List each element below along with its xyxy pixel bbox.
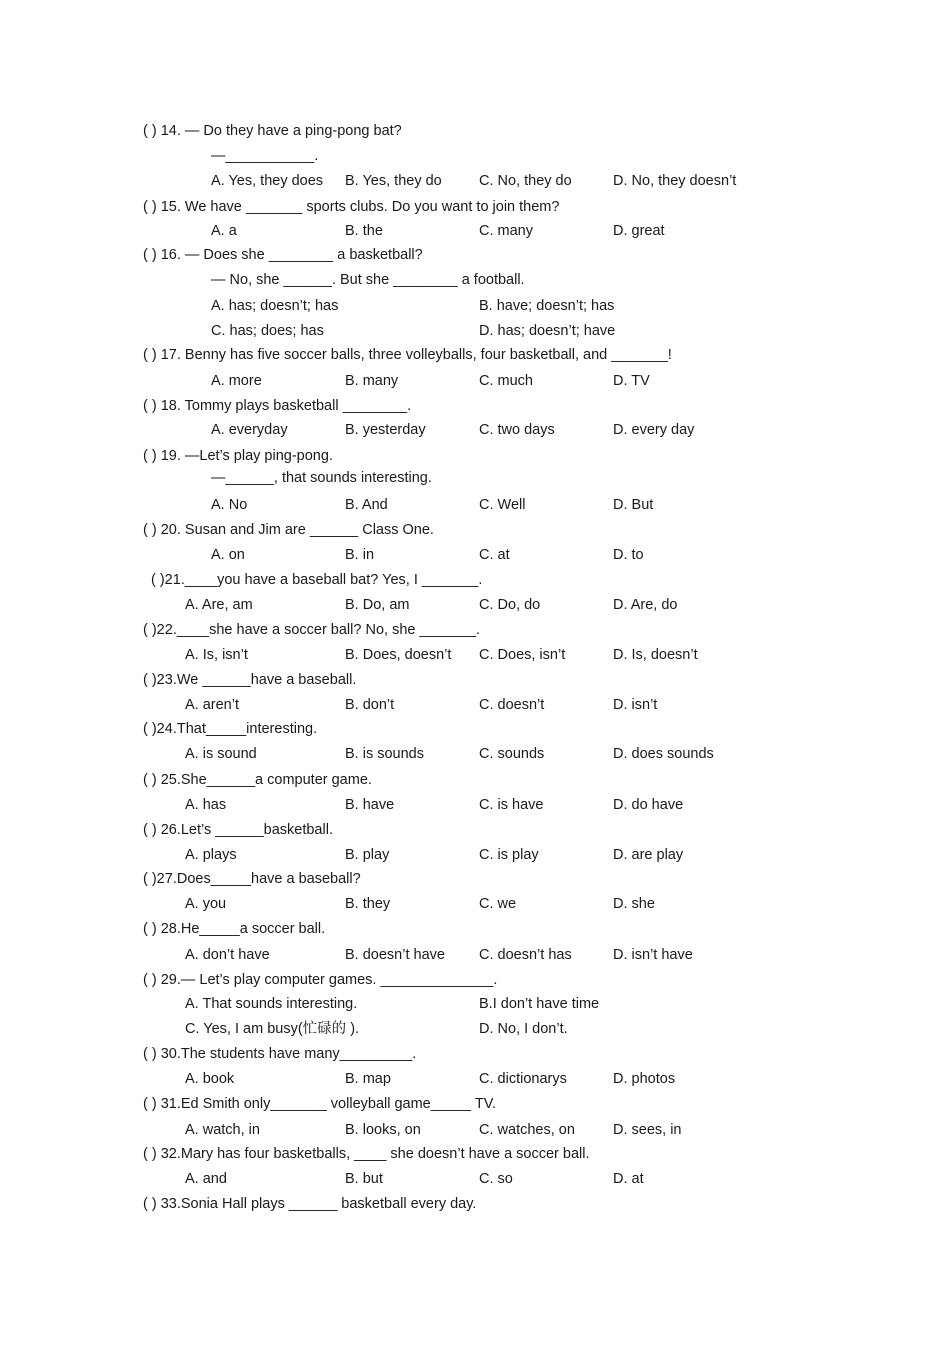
q22-option-b: B. Does, doesn’t bbox=[345, 647, 452, 663]
q25-option-c: C. is have bbox=[479, 797, 544, 813]
q17-option-c: C. much bbox=[479, 373, 533, 389]
q25-option-a: A. has bbox=[185, 797, 227, 813]
q26-option-b: B. play bbox=[345, 847, 390, 863]
q28-option-b: B. doesn’t have bbox=[345, 947, 445, 963]
q19-option-c: C. Well bbox=[479, 497, 526, 513]
question-28-stem: ( ) 28.He_____a soccer ball. bbox=[143, 921, 326, 937]
q27-option-d: D. she bbox=[613, 896, 655, 912]
question-23-stem: ( )23.We ______have a baseball. bbox=[143, 672, 357, 688]
q24-option-c: C. sounds bbox=[479, 746, 545, 762]
q22-option-c: C. Does, isn’t bbox=[479, 647, 566, 663]
q29-option-b: B.I don’t have time bbox=[479, 996, 600, 1012]
q25-option-b: B. have bbox=[345, 797, 395, 813]
q28-option-d: D. isn’t have bbox=[613, 947, 693, 963]
q27-option-b: B. they bbox=[345, 896, 391, 912]
q23-option-c: C. doesn’t bbox=[479, 697, 545, 713]
q30-option-d: D. photos bbox=[613, 1071, 676, 1087]
question-33-stem: ( ) 33.Sonia Hall plays ______ basketball every day. bbox=[143, 1196, 477, 1212]
q30-option-b: B. map bbox=[345, 1071, 391, 1087]
q15-option-d: D. great bbox=[613, 223, 665, 239]
question-24-stem: ( )24.That_____interesting. bbox=[143, 721, 318, 737]
q20-option-b: B. in bbox=[345, 547, 375, 563]
q31-option-b: B. looks, on bbox=[345, 1122, 421, 1138]
question-22-stem: ( )22.____she have a soccer ball? No, she _______. bbox=[143, 622, 480, 638]
q15-option-b: B. the bbox=[345, 223, 383, 239]
q16-option-b: B. have; doesn’t; has bbox=[479, 298, 615, 314]
q26-option-d: D. are play bbox=[613, 847, 684, 863]
q32-option-b: B. but bbox=[345, 1171, 383, 1187]
q17-option-a: A. more bbox=[211, 373, 262, 389]
q24-option-d: D. does sounds bbox=[613, 746, 714, 762]
q14-option-c: C. No, they do bbox=[479, 173, 572, 189]
question-14-stem: ( ) 14. — Do they have a ping-pong bat? bbox=[143, 123, 402, 139]
q14-option-d: D. No, they doesn’t bbox=[613, 173, 737, 189]
question-29-stem: ( ) 29.— Let’s play computer games. ______________. bbox=[143, 972, 498, 988]
q18-option-a: A. everyday bbox=[211, 422, 288, 438]
q19-option-d: D. But bbox=[613, 497, 654, 513]
q18-option-d: D. every day bbox=[613, 422, 695, 438]
question-27-stem: ( )27.Does_____have a baseball? bbox=[143, 871, 361, 887]
q27-option-a: A. you bbox=[185, 896, 227, 912]
q17-option-d: D. TV bbox=[613, 373, 650, 389]
q21-option-b: B. Do, am bbox=[345, 597, 410, 613]
q21-option-a: A. Are, am bbox=[185, 597, 253, 613]
question-26-stem: ( ) 26.Let’s ______basketball. bbox=[143, 822, 333, 838]
question-18-stem: ( ) 18. Tommy plays basketball ________. bbox=[143, 398, 412, 414]
q16-option-c: C. has; does; has bbox=[211, 323, 324, 339]
question-16-reply: — No, she ______. But she ________ a football. bbox=[211, 272, 525, 288]
q21-option-d: D. Are, do bbox=[613, 597, 678, 613]
q19-option-a: A. No bbox=[211, 497, 248, 513]
q30-option-a: A. book bbox=[185, 1071, 235, 1087]
q18-option-b: B. yesterday bbox=[345, 422, 426, 438]
q15-option-c: C. many bbox=[479, 223, 533, 239]
q24-option-b: B. is sounds bbox=[345, 746, 424, 762]
q14-option-a: A. Yes, they does bbox=[211, 173, 324, 189]
question-17-stem: ( ) 17. Benny has five soccer balls, three volleyballs, four basketball, and _______! bbox=[143, 347, 672, 363]
question-20-stem: ( ) 20. Susan and Jim are ______ Class One. bbox=[143, 522, 434, 538]
q32-option-c: C. so bbox=[479, 1171, 513, 1187]
q32-option-a: A. and bbox=[185, 1171, 227, 1187]
q16-option-d: D. has; doesn’t; have bbox=[479, 323, 616, 339]
question-30-stem: ( ) 30.The students have many_________. bbox=[143, 1046, 417, 1062]
q21-option-c: C. Do, do bbox=[479, 597, 541, 613]
q18-option-c: C. two days bbox=[479, 422, 555, 438]
q31-option-c: C. watches, on bbox=[479, 1122, 575, 1138]
q30-option-c: C. dictionarys bbox=[479, 1071, 567, 1087]
q31-option-a: A. watch, in bbox=[185, 1122, 260, 1138]
question-16-stem: ( ) 16. — Does she ________ a basketball? bbox=[143, 247, 423, 263]
q28-option-c: C. doesn’t has bbox=[479, 947, 572, 963]
q28-option-a: A. don’t have bbox=[185, 947, 270, 963]
q15-option-a: A. a bbox=[211, 223, 237, 239]
q27-option-c: C. we bbox=[479, 896, 517, 912]
question-15-stem: ( ) 15. We have _______ sports clubs. Do you want to join them? bbox=[143, 199, 560, 215]
q22-option-d: D. Is, doesn’t bbox=[613, 647, 698, 663]
q14-option-b: B. Yes, they do bbox=[345, 173, 442, 189]
q23-option-a: A. aren’t bbox=[185, 697, 239, 713]
q25-option-d: D. do have bbox=[613, 797, 684, 813]
question-19-reply: —______, that sounds interesting. bbox=[211, 470, 432, 486]
question-21-stem: ( )21.____you have a baseball bat? Yes, I _______. bbox=[151, 572, 483, 588]
q19-option-b: B. And bbox=[345, 497, 388, 513]
q31-option-d: D. sees, in bbox=[613, 1122, 682, 1138]
q23-option-b: B. don’t bbox=[345, 697, 395, 713]
q16-option-a: A. has; doesn’t; has bbox=[211, 298, 339, 314]
q23-option-d: D. isn’t bbox=[613, 697, 658, 713]
question-19-stem: ( ) 19. —Let’s play ping-pong. bbox=[143, 448, 333, 464]
q17-option-b: B. many bbox=[345, 373, 399, 389]
q20-option-c: C. at bbox=[479, 547, 510, 563]
q20-option-a: A. on bbox=[211, 547, 245, 563]
q22-option-a: A. Is, isn’t bbox=[185, 647, 248, 663]
question-25-stem: ( ) 25.She______a computer game. bbox=[143, 772, 372, 788]
question-31-stem: ( ) 31.Ed Smith only_______ volleyball game_____ TV. bbox=[143, 1096, 497, 1112]
q26-option-a: A. plays bbox=[185, 847, 237, 863]
q24-option-a: A. is sound bbox=[185, 746, 257, 762]
q26-option-c: C. is play bbox=[479, 847, 539, 863]
question-32-stem: ( ) 32.Mary has four basketballs, ____ she doesn’t have a soccer ball. bbox=[143, 1146, 590, 1162]
q32-option-d: D. at bbox=[613, 1171, 644, 1187]
q29-option-a: A. That sounds interesting. bbox=[185, 996, 358, 1012]
question-14-reply: —___________. bbox=[211, 148, 319, 164]
q29-option-c: C. Yes, I am busy(忙碌的 ). bbox=[185, 1021, 360, 1037]
q29-option-d: D. No, I don’t. bbox=[479, 1021, 568, 1037]
q20-option-d: D. to bbox=[613, 547, 644, 563]
